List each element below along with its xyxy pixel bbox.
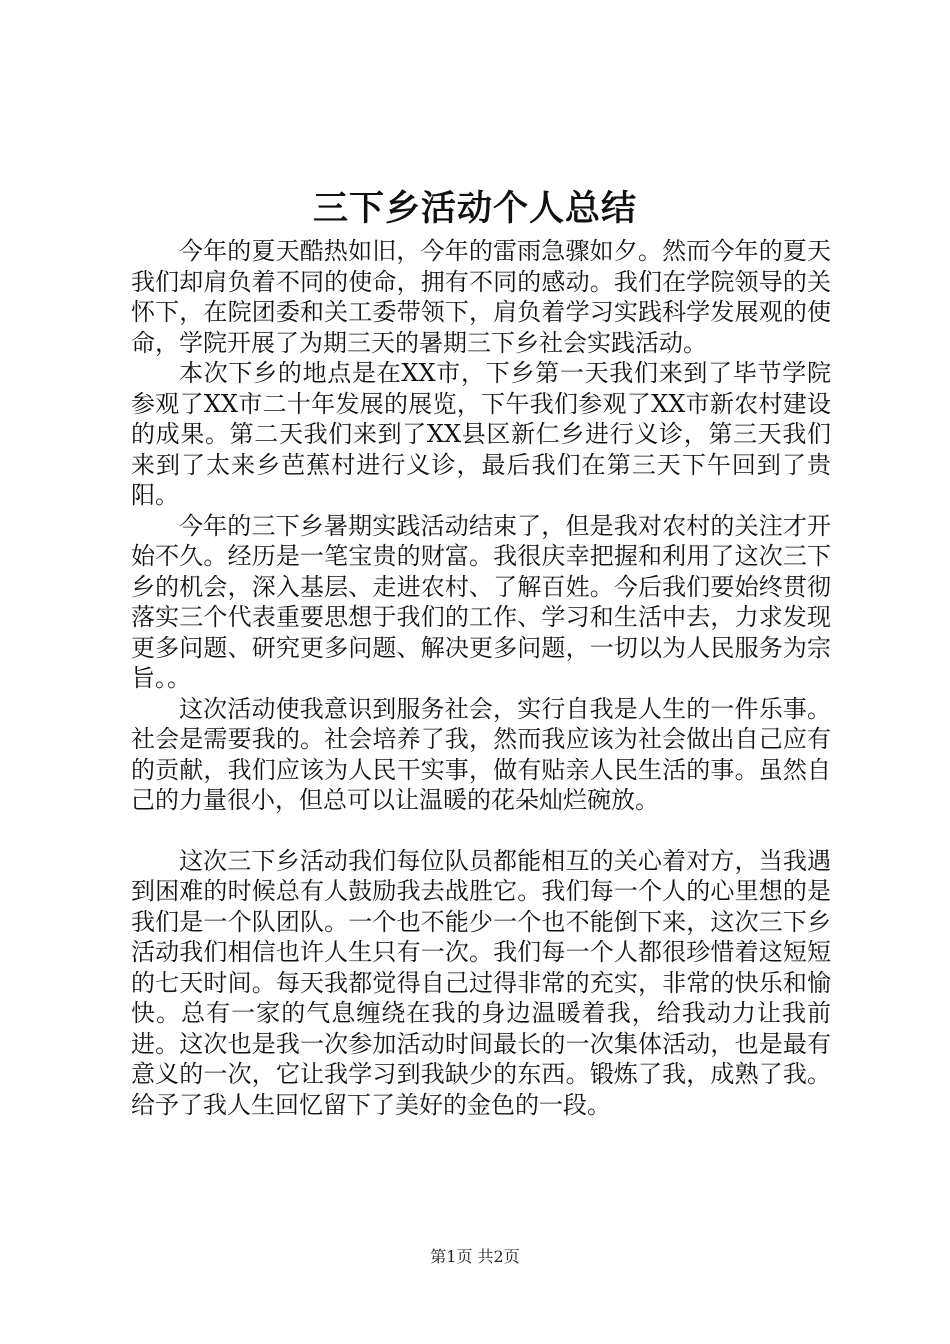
page-number-footer: 第1页 共2页	[430, 1247, 520, 1266]
paragraph-2: 本次下乡的地点是在XX市，下乡第一天我们来到了毕节学院参观了XX市二十年发展的展览，下午我们参观了XX市新农村建设的成果。第二天我们来到了XX县区新仁乡进行义诊，第三天我们来到了太来乡芭蕉村进行义诊，最后我们在第三天下午回到了贵阳。	[131, 359, 831, 509]
document-title: 三下乡活动个人总结	[312, 188, 637, 229]
paragraph-4: 这次活动使我意识到服务社会，实行自我是人生的一件乐事。社会是需要我的。社会培养了我，然而我应该为社会做出自己应有的贡献，我们应该为人民干实事，做有贴亲人民生活的事。虽然自己的力量很小，但总可以让温暖的花朵灿烂碗放。	[131, 694, 831, 814]
document-body	[131, 236, 831, 1120]
paragraph-5: 这次三下乡活动我们每位队员都能相互的关心着对方，当我遇到困难的时候总有人鼓励我去战胜它。我们每一个人的心里想的是我们是一个队团队。一个也不能少一个也不能倒下来，这次三下乡活动我们相信也许人生只有一次。我们每一个人都很珍惜着这短短的七天时间。每天我都觉得自己过得非常的充实，非常的快乐和愉快。总有一家的气息缠绕在我的身边温暖着我，给我动力让我前进。这次也是我一次参加活动时间最长的一次集体活动，也是最有意义的一次，它让我学习到我缺少的东西。锻炼了我，成熟了我。给予了我人生回忆留下了美好的金色的一段。	[131, 846, 831, 1119]
paragraph-3: 今年的三下乡暑期实践活动结束了，但是我对农村的关注才开始不久。经历是一笔宝贵的财富。我很庆幸把握和利用了这次三下乡的机会，深入基层、走进农村、了解百姓。今后我们要始终贯彻落实三个代表重要思想于我们的工作、学习和生活中去，力求发现更多问题、研究更多问题、解决更多问题，一切以为人民服务为宗旨。。	[131, 511, 831, 692]
paragraph-1: 今年的夏天酷热如旧，今年的雷雨急骤如夕。然而今年的夏天我们却肩负着不同的使命，拥有不同的感动。我们在学院领导的关怀下，在院团委和关工委带领下，肩负着学习实践科学发展观的使命，学院开展了为期三天的暑期三下乡社会实践活动。	[131, 237, 831, 357]
paragraph-spacer	[131, 816, 831, 846]
